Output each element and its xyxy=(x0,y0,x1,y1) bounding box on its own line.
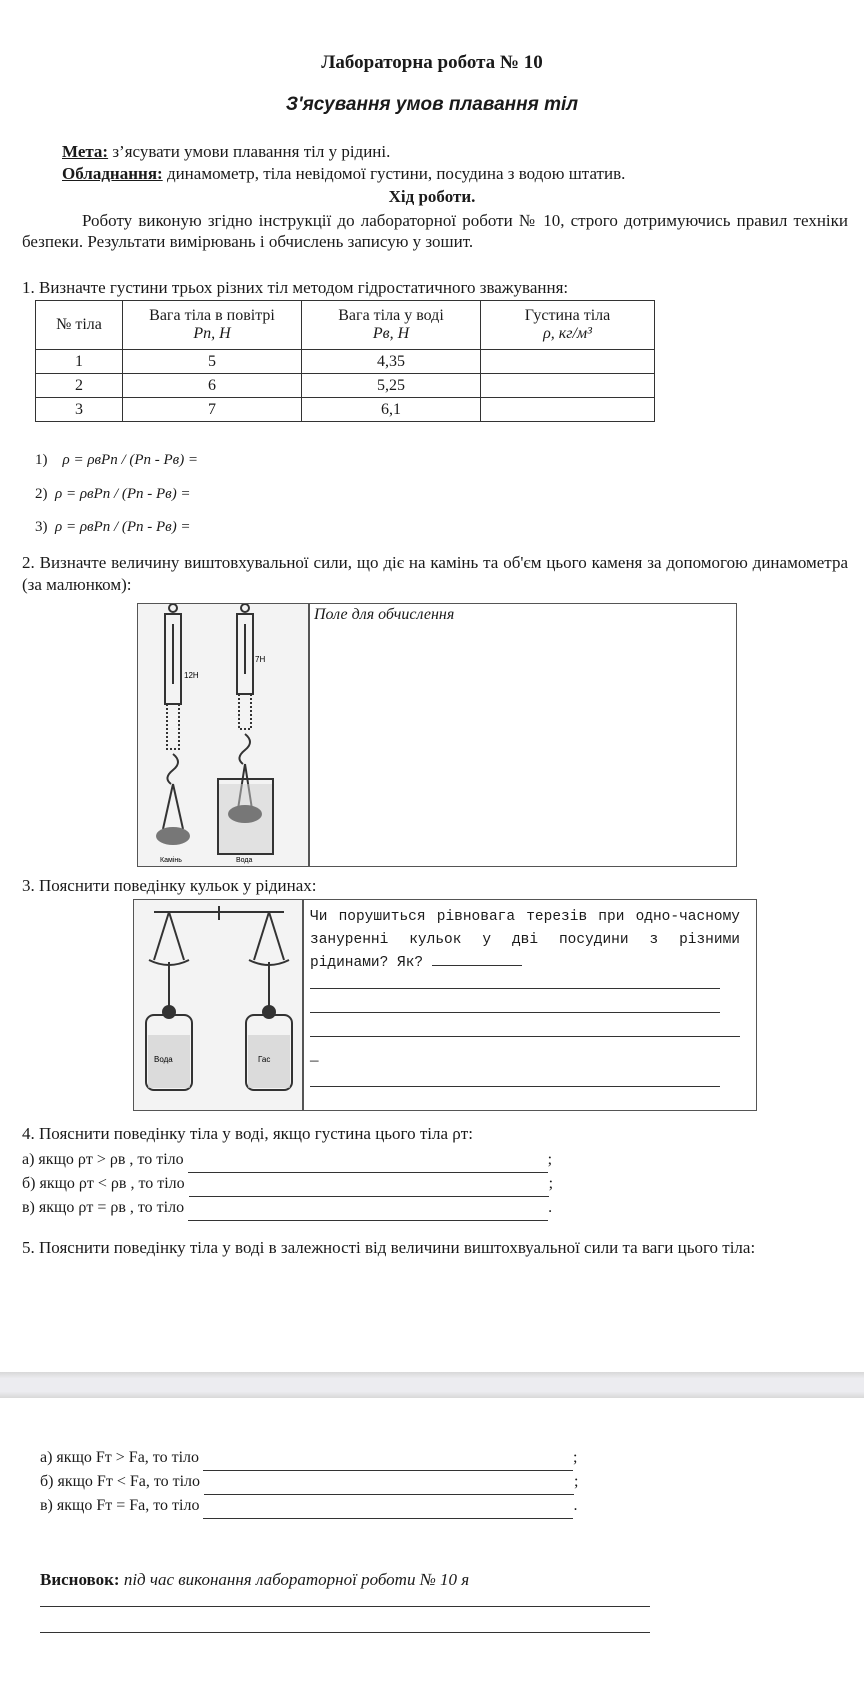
table-row xyxy=(36,398,655,422)
answer-line[interactable] xyxy=(188,1196,548,1221)
procedure-heading: Хід роботи. xyxy=(388,187,476,206)
equipment-label: Обладнання: xyxy=(62,164,163,183)
task1-heading: 1. Визначте густини трьох різних тіл методом гідростатичного зважування: xyxy=(22,278,569,297)
answer-line[interactable] xyxy=(310,1086,720,1087)
task5-heading: 5. Пояснити поведінку тіла у воді в залежності від величини виштохвуальної сили та ваги цього тіла: xyxy=(22,1238,756,1257)
cell-density-input[interactable] xyxy=(481,398,655,422)
reading-air: 12Н xyxy=(184,671,199,680)
task2-heading: 2. Визначте величину виштовхувальної сили, що діє на камінь та об'єм цього каменя за допомогою динамометра (за малюнком): xyxy=(22,553,848,594)
equipment xyxy=(62,164,625,184)
reading-water: 7Н xyxy=(255,655,266,664)
cell: 1 xyxy=(36,350,123,374)
answer-line[interactable] xyxy=(188,1148,548,1173)
cell: 2 xyxy=(36,374,123,398)
col-header: Вага тіла в повітрі Pп, H xyxy=(123,301,302,350)
calc-field[interactable] xyxy=(310,628,734,864)
cell: 6,1 xyxy=(302,398,481,422)
divider xyxy=(302,900,304,1110)
cell: 5 xyxy=(123,350,302,374)
answer-line[interactable] xyxy=(203,1494,573,1519)
goal-text: з’ясувати умови плавання тіл у рідині. xyxy=(108,142,391,161)
procedure-text: Роботу виконую згідно інструкції до лабораторної роботи № 10, строго дотримуючись правил техніки безпеки. Результати вимірювань і обчислень записую у зошит. xyxy=(22,211,848,251)
density-table xyxy=(35,300,655,422)
table-row xyxy=(36,374,655,398)
answer-line[interactable] xyxy=(432,965,522,966)
task4-heading: 4. Пояснити поведінку тіла у воді, якщо густина цього тіла ρт: xyxy=(22,1124,473,1143)
task3-box xyxy=(133,899,757,1111)
task2-box xyxy=(137,603,737,867)
label-stone: Камінь xyxy=(160,857,182,864)
cell: 7 xyxy=(123,398,302,422)
col-header: Густина тіла ρ, кг/м³ xyxy=(481,301,655,350)
task4-item: а) якщо ρт > ρв , то тіло ; xyxy=(22,1148,552,1173)
cell: 5,25 xyxy=(302,374,481,398)
answer-line[interactable] xyxy=(310,1036,740,1037)
cell: 6 xyxy=(123,374,302,398)
conclusion xyxy=(40,1570,469,1590)
goal xyxy=(62,142,390,162)
table-row xyxy=(36,350,655,374)
task3-question: Чи порушиться рівновага терезів при одно-часному зануренні кульок у дві посудини з різними рідинами? Як? xyxy=(310,909,740,971)
page-subtitle: З'ясування умов плавання тіл xyxy=(285,94,579,115)
task5-item: б) якщо Fт < Fа, то тіло ; xyxy=(40,1470,579,1495)
task4-item: б) якщо ρт < ρв , то тіло ; xyxy=(22,1172,553,1197)
page-break-band xyxy=(0,1372,864,1398)
label-kerosene: Гас xyxy=(258,1055,271,1064)
task5-item: в) якщо Fт = Fа, то тіло . xyxy=(40,1494,577,1519)
answer-line[interactable] xyxy=(310,988,720,989)
answer-line[interactable] xyxy=(40,1632,650,1633)
formula-1: 1) ρ = ρвPп / (Pп - Pв) = xyxy=(35,452,199,468)
formula-2: 2) ρ = ρвPп / (Pп - Pв) = xyxy=(35,486,191,502)
answer-line[interactable] xyxy=(310,1012,720,1013)
task3-heading: 3. Пояснити поведінку кульок у рідинах: xyxy=(22,876,317,895)
task4-item: в) якщо ρт = ρв , то тіло . xyxy=(22,1196,552,1221)
task5-item: а) якщо Fт > Fа, то тіло ; xyxy=(40,1446,577,1471)
answer-line[interactable] xyxy=(189,1172,549,1197)
col-header: Вага тіла у воді Pв, H xyxy=(302,301,481,350)
cell-density-input[interactable] xyxy=(481,350,655,374)
page-title: Лабораторна робота № 10 xyxy=(321,52,543,73)
cell: 3 xyxy=(36,398,123,422)
label-water: Вода xyxy=(154,1055,173,1064)
label-water: Вода xyxy=(236,857,253,864)
table-header-row xyxy=(36,301,655,350)
answer-line[interactable] xyxy=(40,1606,650,1607)
cell-density-input[interactable] xyxy=(481,374,655,398)
goal-label: Мета: xyxy=(62,142,109,161)
dynamometer-illustration xyxy=(138,604,308,866)
col-header: № тіла xyxy=(36,301,123,350)
balance-illustration xyxy=(134,900,302,1110)
equipment-text: динамометр, тіла невідомої густини, посудина з водою штатив. xyxy=(162,164,626,183)
conclusion-text: під час виконання лабораторної роботи № 10 я xyxy=(119,1570,470,1589)
answer-line[interactable] xyxy=(204,1470,574,1495)
calc-field-label: Поле для обчислення xyxy=(314,606,455,623)
conclusion-label: Висновок: xyxy=(40,1570,120,1589)
formula-3: 3) ρ = ρвPп / (Pп - Pв) = xyxy=(35,519,191,535)
cell: 4,35 xyxy=(302,350,481,374)
dash: – xyxy=(310,1050,319,1069)
answer-line[interactable] xyxy=(203,1446,573,1471)
